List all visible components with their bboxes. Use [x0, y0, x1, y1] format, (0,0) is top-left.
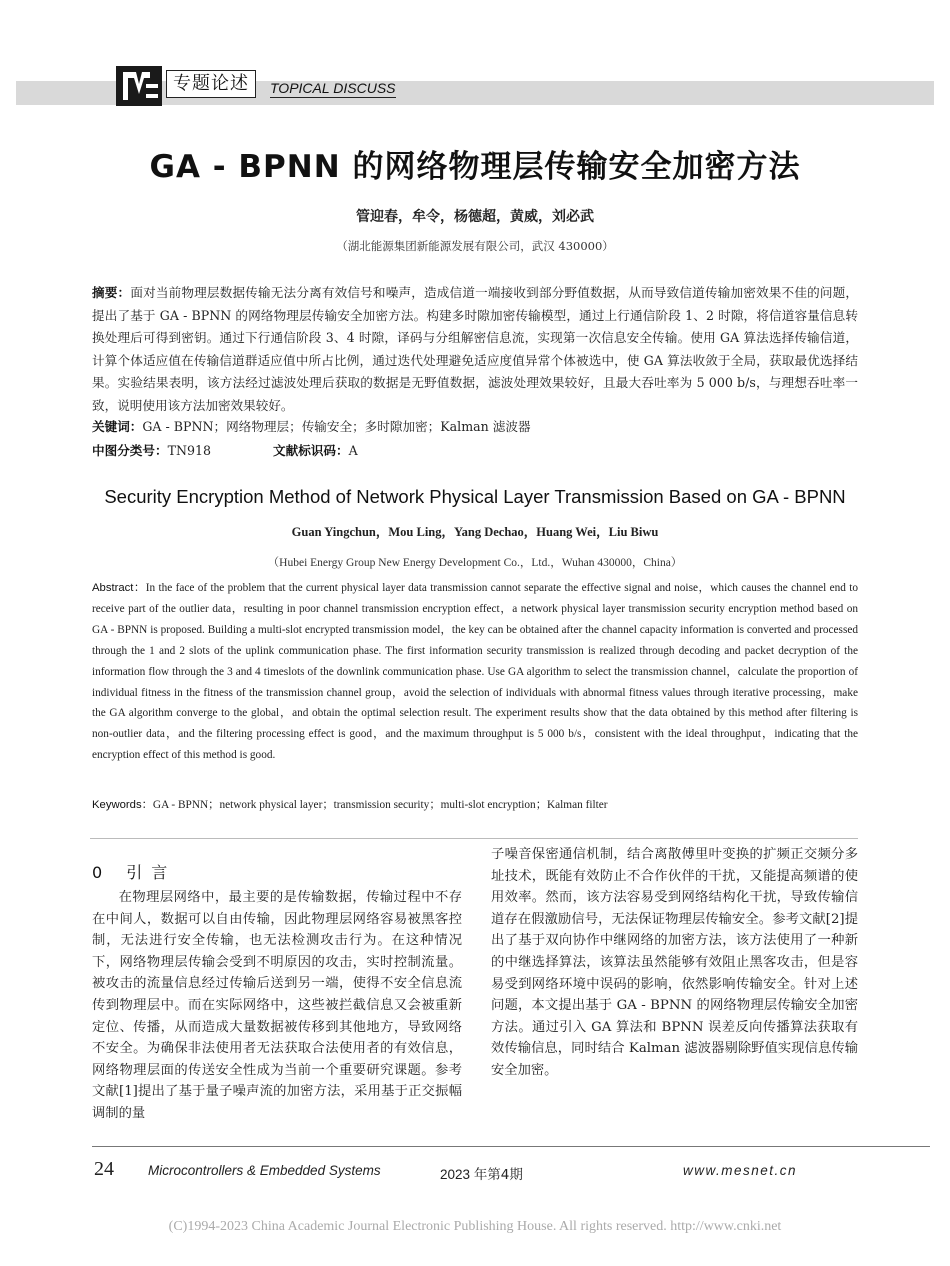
clc-value: TN918 [167, 443, 212, 458]
authors-cn: 管迎春，牟令，杨德超，黄威，刘必武 [356, 209, 594, 225]
section-heading [92, 860, 169, 883]
keywords-cn-label: 关键词： [92, 419, 143, 434]
section-divider [90, 838, 858, 839]
column-label: 专题论述 [166, 70, 256, 98]
abstract-en-text: In the face of the problem that the current physical layer data transmission cannot separate the effective signal and noise，which causes the channel end to receive part of the outlier data，resulting in poor channel transmission encryption effect，a network physical layer transmission security encryption method based on GA - BPNN is proposed. Building a multi-slot encrypted transmission model，the key can be obtained after the channel capacity information is converted and processed through the 1 and 2 slots of the uplink communication phase. The first information security transmission is realized through decoding and packet decryption of the information flow through the 3 and 4 timeslots of the downlink communication phase. Use GA algorithm to select the transmission channel，calculate the proportion of individual fitness in the fitness of the transmission channel group，avoid the selection of individuals with abnormal fitness values through iterative processing，make the GA algorithm converge to the global，and obtain the optimal selection result. The experiment results show that the data obtained by this method after filtering is non-outlier data，and the filtering processing effect is good，and the maximum throughput is 5 000 b/s，consistent with the ideal throughput，indicating that the encryption effect of this method is good. [92, 582, 859, 762]
keywords-en-text: GA - BPNN；network physical layer；transmission security；multi-slot encryption；Kalman filter [152, 799, 608, 811]
doc-code-value: A [348, 443, 358, 458]
section-number: 0 [92, 863, 105, 882]
footer-rule [92, 1146, 930, 1147]
paper-title: GA - BPNN 的网络物理层传输安全加密方法 [149, 149, 801, 185]
doc-code-label: 文献标识码： [273, 443, 349, 458]
journal-name: Microcontrollers & Embedded Systems [148, 1163, 381, 1178]
abstract-cn-text: 面对当前物理层数据传输无法分离有效信号和噪声，造成信道一端接收到部分野值数据，从而导致信道传输加密效果不佳的问题，提出了基于 GA - BPNN 的网络物理层传输安全加密方法。构建多时隙加密传输模型，通过上行通信阶段 1、2 时隙，将信道容量信息转换处理后可得到密钥。通过下行通信阶段 3、4 时隙，译码与分组解密信息流，实现第一次信息安全传输。使用 GA 算法选择传输信道，计算个体适应值在传输信道群适应值中所占比例，通过迭代处理避免适应度值异常个体被选中，使 GA 算法收敛于全局，获取最优选择结果。实验结果表明，该方法经过滤波处理后获取的数据是无野值数据，滤波处理效果较好，且最大吞吐率为 5 000 b/s，与理想吞吐率一致，说明使用该方法加密效果较好。 [92, 285, 859, 413]
keywords-en [92, 796, 608, 812]
body-right-column: 子噪音保密通信机制，结合离散傅里叶变换的扩频正交频分多址技术，既能有效防止不合作伙伴的干扰，又能提高频谱的使用效率。然而，该方法容易受到网络结构化干扰，导致传输信道存在假激励信号，无法保证物理层传输安全。参考文献[2]提出了基于双向协作中继网络的加密方法，该方法使用了一种新的中继选择算法，该算法虽然能够有效阻止黑客攻击，但是容易受到网络环境中误码的影响，依然影响传输安全。针对上述问题，本文提出基于 GA - BPNN 的网络物理层传输安全加密方法。通过引入 GA 算法和 BPNN 误差反向传播算法获取有效传输信息，同时结合 Kalman 滤波器剔除野值实现信息传输安全加密。 [491, 847, 858, 1078]
section-title: 引 言 [126, 863, 170, 882]
issue-year: 2023 [440, 1167, 471, 1182]
abstract-cn-label: 摘要： [92, 285, 131, 300]
keywords-cn-text: GA - BPNN；网络物理层；传输安全；多时隙加密；Kalman 滤波器 [142, 419, 531, 434]
copyright-line: (C)1994-2023 China Academic Journal Electronic Publishing House. All rights reserved. http://www.cnki.net [168, 1219, 782, 1234]
keywords-cn [92, 416, 531, 435]
issue-number: 年第4期 [473, 1167, 523, 1183]
clc-label: 中图分类号： [92, 443, 168, 458]
journal-website: www.mesnet.cn [683, 1163, 798, 1178]
paper-title-en: Security Encryption Method of Network Physical Layer Transmission Based on GA - BPNN [104, 486, 846, 507]
keywords-en-label: Keywords： [92, 799, 153, 811]
affiliation-cn: （湖北能源集团新能源发展有限公司，武汉 430000） [336, 239, 614, 253]
column-label-en: TOPICAL DISCUSS [270, 80, 396, 96]
journal-logo [116, 64, 162, 106]
affiliation-en: （Hubei Energy Group New Energy Development Co.，Ltd.，Wuhan 430000，China） [267, 557, 683, 569]
abstract-cn [92, 282, 858, 417]
body-left-column: 在物理层网络中，最主要的是传输数据，传输过程中不存在中间人，数据可以自由传输，因此物理层网络容易被黑客控制，无法进行安全传输，也无法检测攻击行为。在这种情况下，网络物理层传输会受到不明原因的攻击，实时控制流量。被攻击的流量信息经过传输后送到另一端，使得不安全信息流传到物理层中。而在实际网络中，这些被拦截信息又会被重新定位、传播，从而造成大量数据被传移到其他地方，导致网络不安全。为确保非法使用者无法获取合法使用者的有效信息，网络物理层面的传送安全性成为当前一个重要研究课题。参考文献[1]提出了基于量子噪声流的加密方法，采用基于正交振幅调制的量 [92, 890, 462, 1121]
abstract-en [92, 578, 858, 766]
abstract-en-label: Abstract： [92, 582, 146, 594]
issue-info [440, 1163, 523, 1183]
authors-en: Guan Yingchun，Mou Ling，Yang Dechao，Huang Wei，Liu Biwu [291, 525, 659, 539]
classification [92, 440, 358, 459]
page-number: 24 [94, 1158, 114, 1180]
